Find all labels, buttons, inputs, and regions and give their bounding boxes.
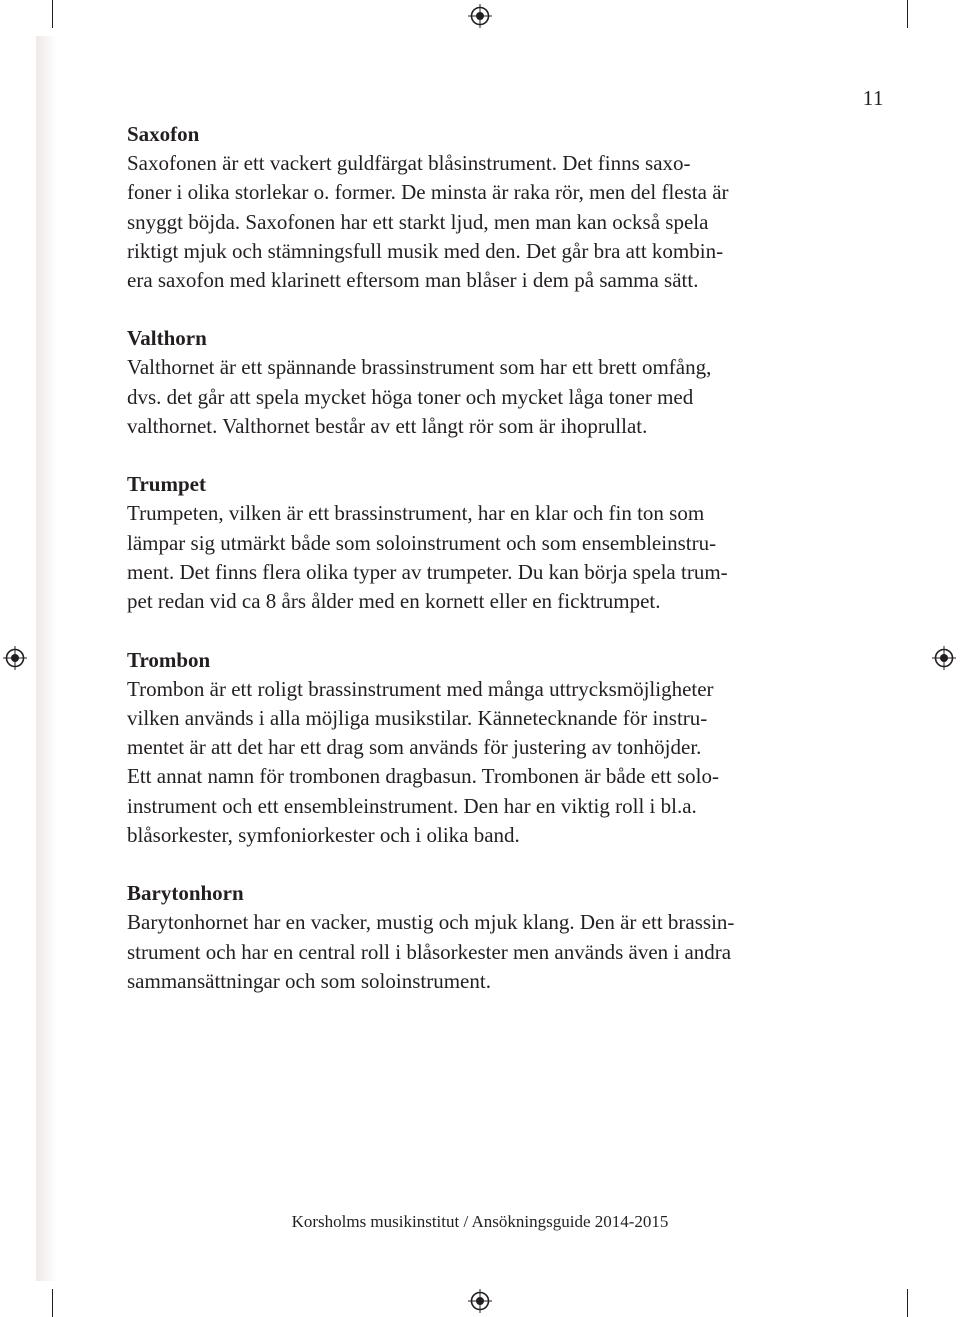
section-trumpet <box>127 470 847 616</box>
body-line: ment. Det finns flera olika typer av trumpeter. Du kan börja spela trum- <box>127 559 728 584</box>
section-body <box>127 908 847 996</box>
registration-target-icon <box>932 646 956 670</box>
main-content <box>127 120 847 1025</box>
section-heading: Saxofon <box>127 122 200 146</box>
body-line: foner i olika storlekar o. former. De minsta är raka rör, men del flesta är <box>127 180 729 205</box>
body-line: blåsorkester, symfoniorkester och i olika band. <box>127 823 520 848</box>
page-footer: Korsholms musikinstitut / Ansökningsguide 2014-2015 <box>291 1212 669 1231</box>
page-edge-shading <box>36 36 56 1281</box>
registration-target-icon <box>468 4 492 28</box>
section-heading: Trombon <box>127 647 211 672</box>
crop-mark-bottom-right <box>907 1289 908 1317</box>
section-saxofon <box>127 120 847 295</box>
page-number: 11 <box>862 86 884 110</box>
registration-target-icon <box>3 646 27 670</box>
body-line: pet redan vid ca 8 års ålder med en kornett eller en ficktrumpet. <box>127 589 661 614</box>
body-line: instrument och ett ensembleinstrument. Den har en viktig roll i bl.a. <box>127 793 697 818</box>
section-body <box>127 675 847 851</box>
section-body <box>127 353 847 441</box>
section-body <box>127 499 847 616</box>
crop-mark-bottom-left <box>52 1289 53 1317</box>
section-heading: Barytonhorn <box>127 881 244 906</box>
body-line: lämpar sig utmärkt både som soloinstrument och som ensembleinstru- <box>127 530 717 555</box>
body-line: Ett annat namn för trombonen dragbasun. Trombonen är både ett solo- <box>127 764 719 789</box>
body-line: vilken används i alla möjliga musikstilar. Kännetecknande för instru- <box>127 705 708 730</box>
body-line: Saxofonen är ett vackert guldfärgat blåsinstrument. Det finns saxo- <box>127 151 691 175</box>
section-valthorn <box>127 324 847 441</box>
section-trombon <box>127 646 847 851</box>
body-line: strument och har en central roll i blåsorkester men används även i andra <box>127 939 732 964</box>
body-line: Trombon är ett roligt brassinstrument med många uttrycksmöjligheter <box>127 676 714 701</box>
body-line: era saxofon med klarinett eftersom man blåser i dem på samma sätt. <box>127 268 699 293</box>
body-line: snyggt böjda. Saxofonen har ett starkt ljud, men man kan också spela <box>127 209 709 234</box>
body-line: Trumpeten, vilken är ett brassinstrument, har en klar och fin ton som <box>127 501 705 526</box>
body-line: riktigt mjuk och stämningsfull musik med den. Det går bra att kombin- <box>127 238 724 263</box>
section-body <box>127 149 847 295</box>
body-line: sammansättningar och som soloinstrument. <box>127 968 491 993</box>
crop-mark-top-left <box>52 0 53 28</box>
body-line: mentet är att det har ett drag som används för justering av tonhöjder. <box>127 735 702 760</box>
body-line: valthornet. Valthornet består av ett långt rör som är ihoprullat. <box>127 414 648 439</box>
section-barytonhorn <box>127 879 847 996</box>
registration-target-icon <box>468 1289 492 1313</box>
section-heading: Trumpet <box>127 472 206 497</box>
body-line: Barytonhornet har en vacker, mustig och mjuk klang. Den är ett brassin- <box>127 910 735 935</box>
crop-mark-top-right <box>907 0 908 28</box>
body-line: Valthornet är ett spännande brassinstrument som har ett brett omfång, <box>127 355 712 380</box>
section-heading: Valthorn <box>127 326 207 351</box>
body-line: dvs. det går att spela mycket höga toner och mycket låga toner med <box>127 384 694 409</box>
